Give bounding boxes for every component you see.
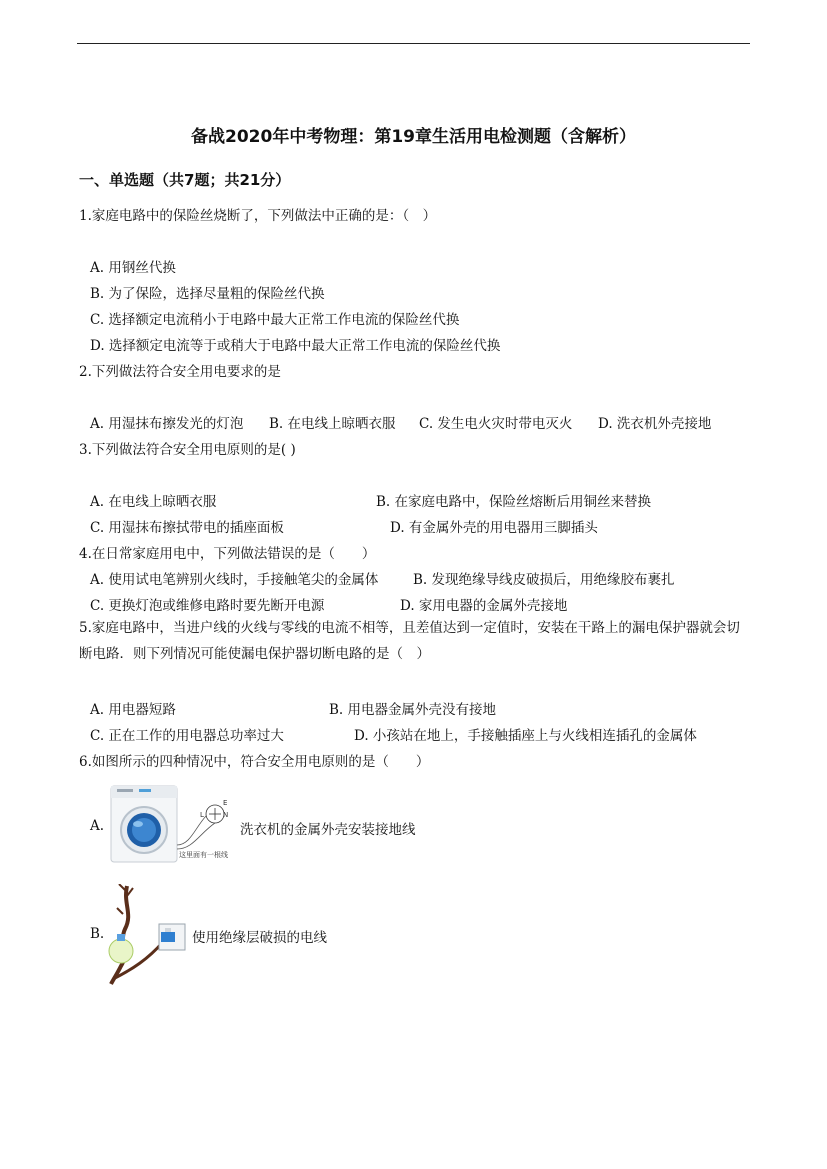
question-6-option-a-label: A.	[90, 818, 105, 834]
question-2-option-a: A. 用湿抹布擦发光的灯泡	[90, 416, 244, 432]
question-3-option-d: D. 有金属外壳的用电器用三脚插头	[390, 520, 598, 536]
question-5-option-d: D. 小孩站在地上，手接触插座上与火线相连插孔的金属体	[354, 728, 697, 744]
question-6-option-b-label: B.	[90, 926, 105, 942]
question-1-option-b: B. 为了保险，选择尽量粗的保险丝代换	[90, 286, 325, 302]
question-5-stem: 5.家庭电路中，当进户线的火线与零线的电流不相等，且差值达到一定值时，安装在干路上的漏电保护器就会切断电路．则下列情况可能使漏电保护器切断电路的是（ ）	[79, 620, 740, 662]
washing-machine-figure	[105, 783, 235, 863]
question-3-stem: 3.下列做法符合安全用电原则的是( )	[79, 442, 296, 458]
plug-mark-n: N	[223, 811, 229, 819]
question-1-option-a: A. 用钢丝代换	[90, 260, 176, 276]
question-5-option-a: A. 用电器短路	[90, 702, 176, 718]
question-3-option-c: C. 用湿抹布擦拭带电的插座面板	[90, 520, 284, 536]
page-title: 备战2020年中考物理：第19章生活用电检测题（含解析）	[191, 127, 636, 147]
question-6-option-a-text: 洗衣机的金属外壳安装接地线	[240, 822, 416, 838]
question-5-option-b: B. 用电器金属外壳没有接地	[329, 702, 497, 718]
question-4-option-d: D. 家用电器的金属外壳接地	[400, 598, 568, 614]
question-3-option-b: B. 在家庭电路中，保险丝熔断后用铜丝来替换	[376, 494, 652, 510]
question-4-option-b: B. 发现绝缘导线皮破损后，用绝缘胶布裹扎	[413, 572, 675, 588]
question-6-option-b-text: 使用绝缘层破损的电线	[192, 930, 327, 946]
question-1-stem: 1.家庭电路中的保险丝烧断了，下列做法中正确的是：（ ）	[79, 208, 437, 224]
question-4-stem: 4.在日常家庭用电中，下列做法错误的是（ ）	[79, 546, 376, 562]
question-2-option-d: D. 洗衣机外壳接地	[598, 416, 712, 432]
question-1-option-c: C. 选择额定电流稍小于电路中最大正常工作电流的保险丝代换	[90, 312, 460, 328]
question-4-option-a: A. 使用试电笔辨别火线时，手接触笔尖的金属体	[90, 572, 379, 588]
question-2-option-b: B. 在电线上晾晒衣服	[269, 416, 396, 432]
washing-machine-caption: 这里面有一根线	[179, 851, 228, 859]
question-3-option-a: A. 在电线上晾晒衣服	[90, 494, 217, 510]
question-2-option-c: C. 发生电火灾时带电灭火	[419, 416, 573, 432]
plug-mark-l: L	[200, 811, 204, 819]
damaged-wire-figure	[103, 884, 193, 986]
question-4-option-c: C. 更换灯泡或维修电路时要先断开电源	[90, 598, 325, 614]
question-6-stem: 6.如图所示的四种情况中，符合安全用电原则的是（ ）	[79, 754, 430, 770]
question-1-option-d: D. 选择额定电流等于或稍大于电路中最大正常工作电流的保险丝代换	[90, 338, 501, 354]
section-heading: 一、单选题（共7题；共21分）	[79, 171, 291, 189]
header-rule	[77, 43, 750, 44]
plug-mark-e: E	[223, 799, 228, 807]
question-5-option-c: C. 正在工作的用电器总功率过大	[90, 728, 284, 744]
question-2-stem: 2.下列做法符合安全用电要求的是	[79, 364, 281, 380]
